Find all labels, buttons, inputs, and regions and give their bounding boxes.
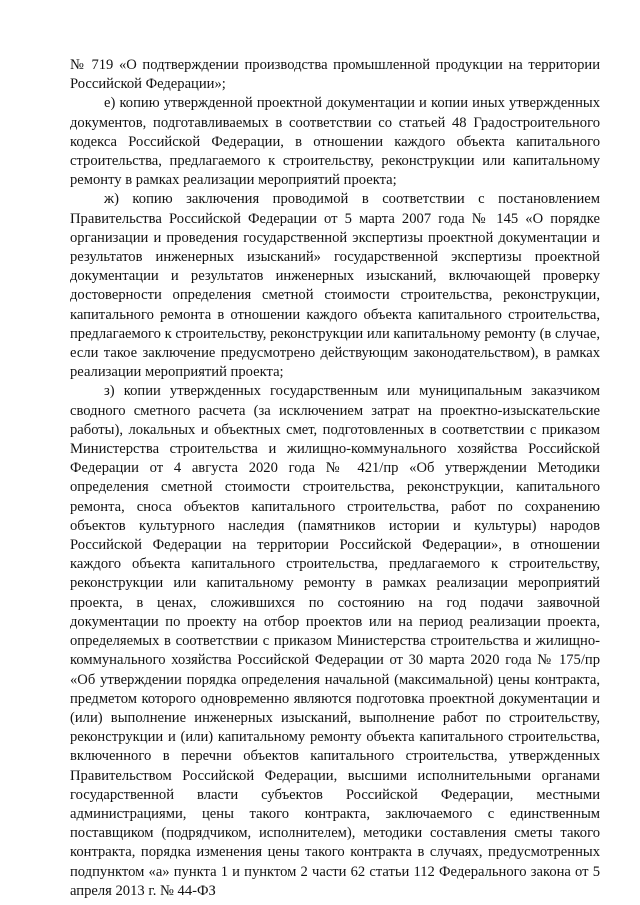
paragraph-continuation: № 719 «О подтверждении производства промышленной продукции на территории Российской Федерации»; [70, 57, 600, 93]
paragraph-item-e: е) копию утвержденной проектной документации и копии иных утвержденных документов, подготавливаемых в соответствии со статьей 48 Градостроительного кодекса Российской Федерации, в отношении каждого объекта капитального строительства, предлагаемого к строительству, реконструкции или капитальному ремонту в рамках реализации мероприятий проекта; [70, 95, 600, 189]
paragraph-item-z: з) копии утвержденных государственным или муниципальным заказчиком сводного сметного расчета (за исключением затрат на проектно-изыскательские работы), локальных и объектных смет, подготовленных в соответствии с приказом Министерства строительства и жилищно-коммунального хозяйства Российской Федерации от 4 августа 2020 года № 421/пр «Об утверждении Методики определения сметной стоимости строительства, реконструкции, капитального ремонта, сноса объектов капитального строительства, работ по сохранению объектов культурного наследия (памятников истории и культуры) народов Российской Федерации на территории Российской Федерации», в отношении каждого объекта капитального строительства, предлагаемого к строительству, реконструкции или капитальному ремонту в рамках реализации мероприятий проекта, в ценах, сложившихся по состоянию на год подачи заявочной документации по проекту на отбор проектов или на период реализации проекта, определяемых в соответствии с приказом Министерства строительства и жилищно-коммунального хозяйства Российской Федерации от 30 марта 2020 года № 175/пр «Об утверждении порядка определения начальной (максимальной) цены контракта, предметом которого одновременно являются подготовка проектной документации и (или) выполнение инженерных изысканий, выполнение работ по строительству, реконструкции и (или) капитальному ремонту объекта капитального строительства, включенного в перечни объектов капитального строительства, утвержденных Правительством Российской Федерации, высшими исполнительными органами государственной власти субъектов Российской Федерации, местными администрациями, цены такого контракта, заключаемого с единственным поставщиком (подрядчиком, исполнителем), методики составления сметы такого контракта, порядка изменения цены такого контракта в случаях, предусмотренных подпунктом «а» пункта 1 и пунктом 2 части 62 статьи 112 Федерального закона от 5 апреля 2013 г. № 44-ФЗ [70, 383, 600, 899]
paragraph-item-zh: ж) копию заключения проводимой в соответствии с постановлением Правительства Российской Федерации от 5 марта 2007 года № 145 «О порядке организации и проведения государственной экспертизы проектной документации и результатов инженерных изысканий» государственной экспертизы проектной документации и результатов инженерных изысканий, включающей проверку достоверности определения сметной стоимости строительства, реконструкции, капитального ремонта в отношении каждого объекта капитального строительства, предлагаемого к строительству, реконструкции или капитальному ремонту (в случае, если такое заключение предусмотрено действующим законодательством), в рамках реализации мероприятий проекта; [70, 191, 600, 381]
document-page [70, 56, 600, 901]
